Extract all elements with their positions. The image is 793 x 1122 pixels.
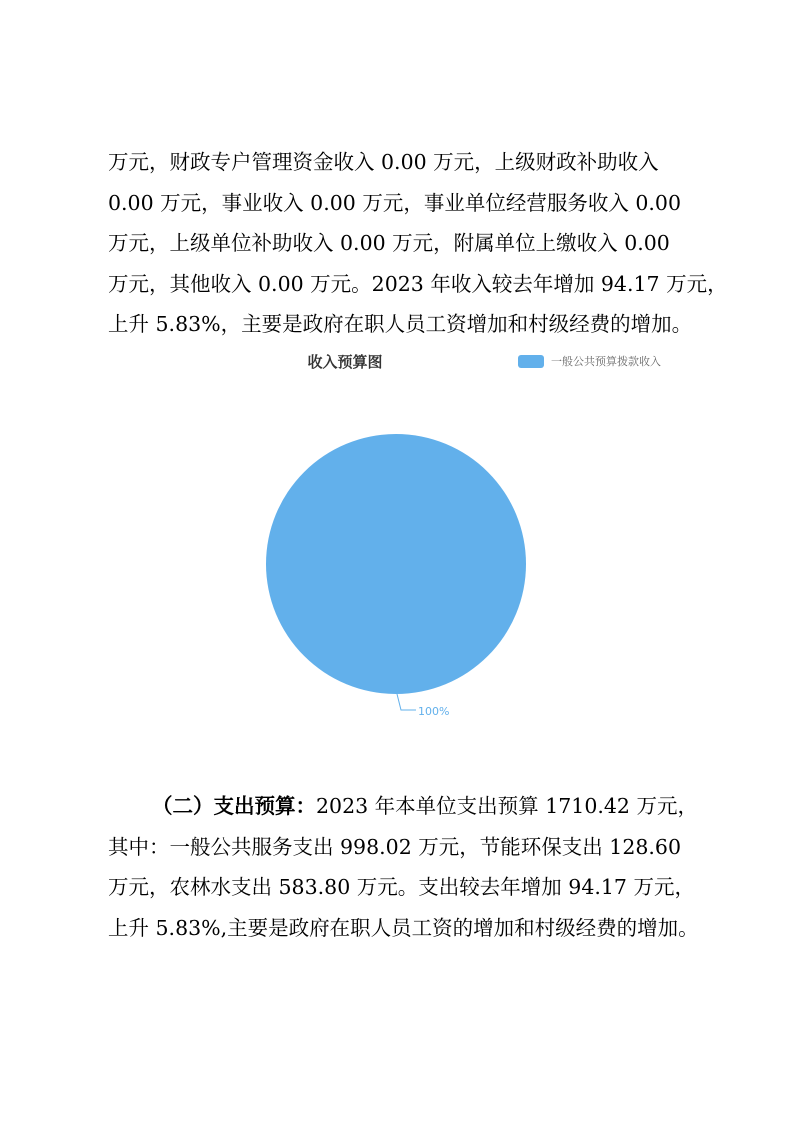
label-leader-line [397,694,416,710]
paragraph-line: 万元，财政专户管理资金收入 0.00 万元，上级财政补助收入 [108,150,659,174]
paragraph-line-rest: 2023 年本单位支出预算 1710.42 万元， [316,794,698,818]
paragraph-line: 上升 5.83%，主要是政府在职人员工资增加和村级经费的增加。 [108,312,693,336]
legend-label: 一般公共预算拨款收入 [551,355,661,368]
pie-slice [266,434,526,694]
income-description-paragraph [108,142,728,345]
paragraph-line: 0.00 万元，事业收入 0.00 万元，事业单位经营服务收入 0.00 [108,190,681,215]
paragraph-line: 万元，其他收入 0.00 万元。2023 年收入较去年增加 94.17 万元， [108,271,728,296]
slice-data-label: 100% [418,705,450,718]
legend-swatch [518,355,544,368]
paragraph-line: 其中：一般公共服务支出 998.02 万元，节能环保支出 128.60 [108,834,682,859]
paragraph-line: 万元，上级单位补助收入 0.00 万元，附属单位上缴收入 0.00 [108,231,670,255]
section-heading: （二）支出预算： [152,794,316,818]
income-budget-pie-chart [250,344,680,724]
paragraph-first-line [108,786,698,827]
paragraph-line: 万元，农林水支出 583.80 万元。支出较去年增加 94.17 万元， [108,875,695,899]
chart-title: 收入预算图 [307,353,383,371]
paragraph-line: 上升 5.83%,主要是政府在职人员工资的增加和村级经费的增加。 [108,915,699,940]
expenditure-description-paragraph [108,786,698,948]
pie-slices [266,434,526,694]
